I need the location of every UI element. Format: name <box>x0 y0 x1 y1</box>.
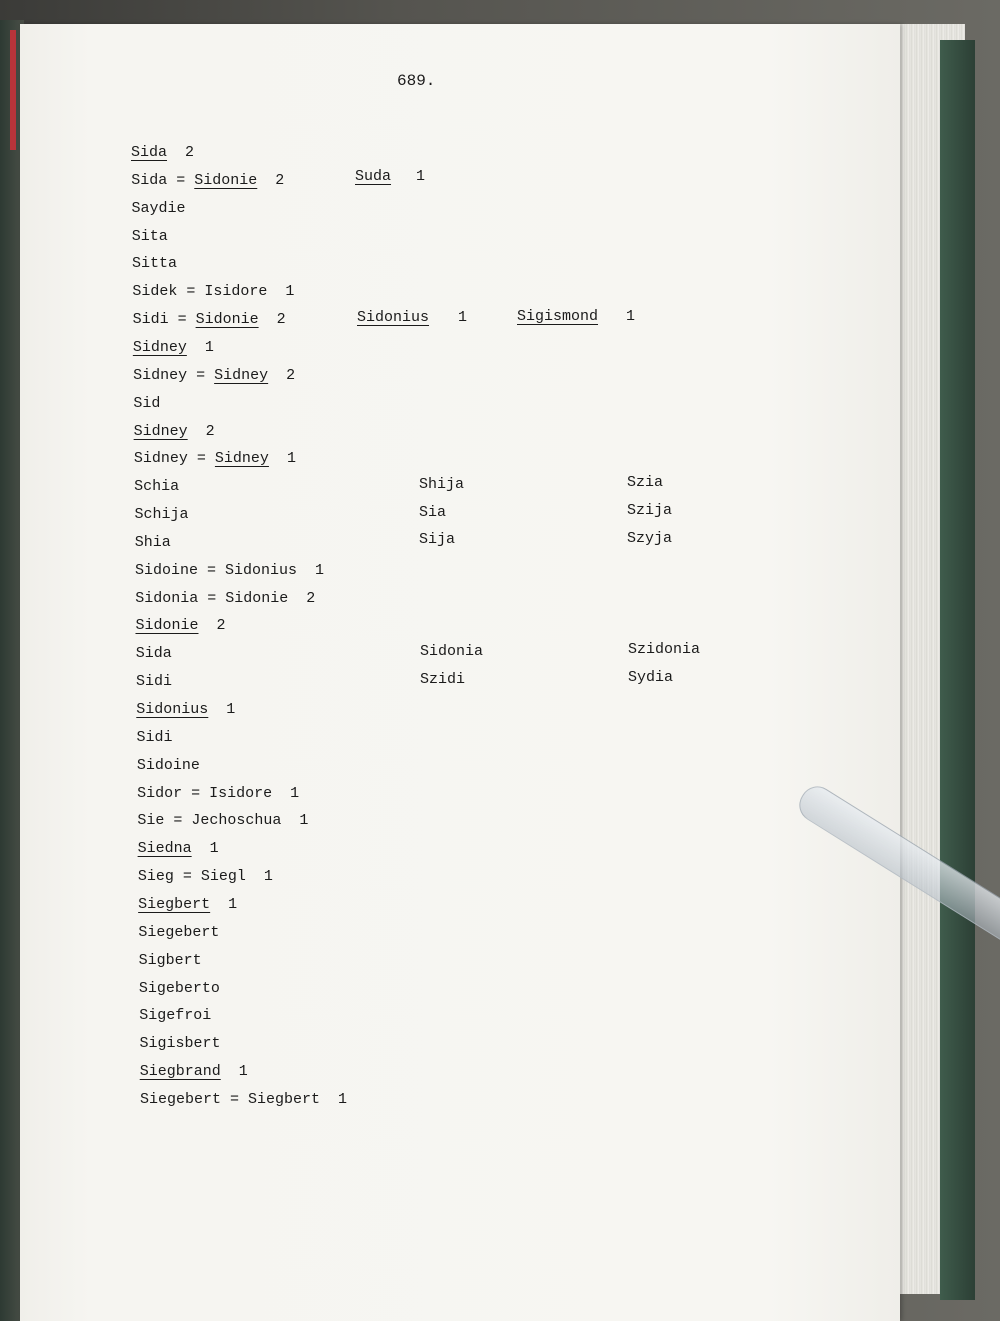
entry-row <box>133 394 160 413</box>
entry-row <box>140 1090 347 1109</box>
entry-row <box>138 839 219 858</box>
entry-count: 1 <box>238 1063 248 1081</box>
entry-row <box>132 254 177 273</box>
entry-name: Sidoine = Sidonius <box>134 561 297 579</box>
variant-szyja: Szyja <box>627 530 673 547</box>
book-spine-ribbon <box>10 30 16 150</box>
entry-count: 2 <box>286 366 296 384</box>
entry-name: Siegebert <box>138 923 220 941</box>
variant-sija: Sija <box>419 531 456 548</box>
entry-name: Sidney = <box>133 450 215 468</box>
entry-name: Sigeberto <box>138 979 220 997</box>
variant-szidi: Szidi <box>420 671 466 688</box>
entry-count: 2 <box>216 617 226 635</box>
entry-count: 1 <box>286 450 296 468</box>
entry-name: Sidor = Isidore <box>137 784 273 802</box>
entry-link: Sidney <box>214 366 269 384</box>
entry-name: Sida = <box>131 171 195 189</box>
entry-name: Sidney <box>132 338 187 356</box>
entry-row <box>139 1034 220 1053</box>
entry-name: Siegebert = Siegbert <box>139 1090 321 1108</box>
entry-name: Sigbert <box>138 951 202 969</box>
entry-count: 1 <box>204 338 214 356</box>
entry-row <box>134 449 296 468</box>
variant-sidonia: Sidonia <box>420 643 484 660</box>
variant-shija: Shija <box>419 476 465 493</box>
entry-name: Shia <box>134 533 171 551</box>
entry-row <box>133 366 295 385</box>
entry-count: 1 <box>263 868 273 886</box>
entry-row <box>132 227 168 246</box>
entry-name: Sidney = <box>133 366 215 384</box>
entry-suda-count: 1 <box>416 168 426 185</box>
entry-row <box>137 784 299 803</box>
entry-row <box>138 923 219 942</box>
entry-row <box>139 979 220 998</box>
entry-name: Sitta <box>132 255 178 273</box>
entry-sidonius: Sidonius <box>357 309 430 326</box>
entry-count: 2 <box>275 171 285 189</box>
entry-row <box>137 728 173 747</box>
entry-row <box>135 589 315 608</box>
entry-count: 2 <box>185 144 195 161</box>
entry-name: Schija <box>134 506 189 524</box>
entry-count: 1 <box>226 701 236 718</box>
entry-sidonius-count: 1 <box>458 309 468 326</box>
entry-name: Sida <box>131 144 168 161</box>
entry-count: 2 <box>276 311 286 329</box>
entry-row <box>138 867 273 886</box>
entry-row <box>131 143 194 162</box>
entry-row <box>133 310 286 329</box>
entry-row <box>137 756 200 775</box>
book-cover-right <box>940 40 975 1300</box>
entry-name: Sigisbert <box>139 1035 221 1053</box>
entry-row <box>135 616 225 635</box>
entry-count: 2 <box>205 422 215 440</box>
entry-name: Sieg = Siegl <box>137 868 246 886</box>
variant-szia: Szia <box>627 474 664 491</box>
entry-row <box>135 533 171 552</box>
variant-sia: Sia <box>419 504 447 521</box>
entry-count: 2 <box>306 589 316 607</box>
entry-name: Sidi <box>136 728 173 746</box>
entry-name: Sita <box>131 227 168 245</box>
entry-link: Sidonie <box>194 171 258 189</box>
entry-name: Sigefroi <box>139 1007 212 1025</box>
entry-row <box>134 477 179 496</box>
entry-row <box>132 282 294 301</box>
entry-name: Sidney <box>133 422 188 440</box>
entry-count: 1 <box>285 283 295 301</box>
entry-name: Saydie <box>131 199 186 217</box>
entry-name: Siedna <box>137 840 192 858</box>
entry-row <box>137 811 308 830</box>
entry-row <box>133 338 214 357</box>
entry-name: Sie = Jechoschua <box>137 812 282 830</box>
entry-suda: Suda <box>355 168 392 185</box>
entry-sigismond-count: 1 <box>626 308 636 325</box>
entry-name: Sida <box>135 645 172 663</box>
entry-name: Sidek = Isidore <box>132 283 268 301</box>
entry-count: 1 <box>338 1090 348 1108</box>
entry-row <box>136 644 172 663</box>
entry-row <box>134 505 188 524</box>
entry-name: Sidonie <box>135 617 199 635</box>
entry-sigismond: Sigismond <box>517 308 599 325</box>
entry-row <box>139 951 202 970</box>
entry-count: 1 <box>290 784 300 802</box>
page-number: 689. <box>397 72 436 90</box>
entry-name: Sidi = <box>132 311 196 329</box>
entry-row <box>138 895 237 914</box>
entry-row <box>140 1062 248 1081</box>
variant-sydia: Sydia <box>628 669 674 686</box>
entry-row <box>136 700 235 719</box>
entry-name: Siegbert <box>138 895 211 913</box>
entry-name: Sid <box>133 394 161 412</box>
entry-row <box>134 422 215 441</box>
entry-name: Sidi <box>136 673 173 691</box>
entry-name: Sidonia = Sidonie <box>135 589 289 607</box>
entry-count: 1 <box>228 895 238 913</box>
entry-name: Siegbrand <box>139 1063 221 1081</box>
variant-szija: Szija <box>627 502 673 519</box>
entry-name: Schia <box>134 478 180 496</box>
variant-szidonia: Szidonia <box>628 641 701 658</box>
entry-name: Sidoine <box>136 756 200 774</box>
entry-row <box>131 171 284 190</box>
entry-count: 1 <box>314 561 324 579</box>
entry-link: Sidonie <box>195 311 259 329</box>
entry-row <box>139 1006 211 1025</box>
entry-row <box>132 199 186 218</box>
entry-row <box>136 672 172 691</box>
entry-link: Sidney <box>214 450 269 468</box>
entry-name: Sidonius <box>136 701 209 718</box>
entry-count: 1 <box>299 812 309 830</box>
entry-row <box>135 561 324 580</box>
entry-count: 1 <box>209 840 219 858</box>
